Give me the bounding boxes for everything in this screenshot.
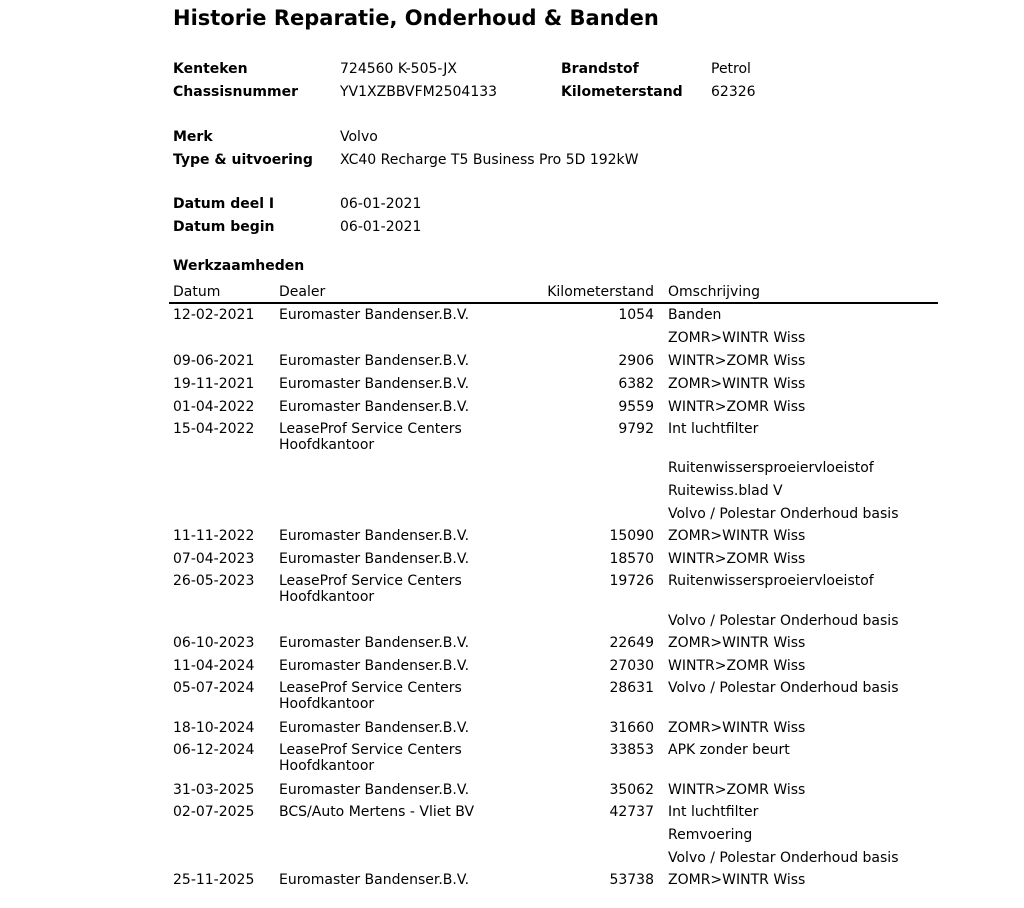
column-header-dealer: Dealer	[279, 284, 326, 300]
row-date: 25-11-2025	[173, 872, 255, 888]
row-date: 19-11-2021	[173, 376, 255, 392]
row-date: 18-10-2024	[173, 720, 255, 736]
row-kilometerstand: 22649	[609, 635, 654, 651]
row-date: 05-07-2024	[173, 680, 255, 696]
row-date: 26-05-2023	[173, 573, 255, 589]
datum-deel-label: Datum deel I	[173, 196, 275, 212]
row-date: 01-04-2022	[173, 399, 255, 415]
row-omschrijving: Volvo / Polestar Onderhoud basis	[668, 506, 899, 522]
row-dealer: Euromaster Bandenser.B.V.	[279, 658, 470, 674]
row-kilometerstand: 42737	[609, 804, 654, 820]
row-date: 12-02-2021	[173, 307, 255, 323]
row-omschrijving: WINTR>ZOMR Wiss	[668, 353, 806, 369]
row-dealer: LeaseProf Service Centers	[279, 742, 462, 758]
row-omschrijving: Volvo / Polestar Onderhoud basis	[668, 613, 899, 629]
row-date: 11-11-2022	[173, 528, 255, 544]
row-kilometerstand: 9559	[618, 399, 654, 415]
row-dealer: LeaseProf Service Centers	[279, 421, 462, 437]
brandstof-value: Petrol	[711, 61, 751, 77]
row-kilometerstand: 9792	[618, 421, 654, 437]
column-header-kilometerstand: Kilometerstand	[547, 284, 654, 300]
row-omschrijving: Banden	[668, 307, 722, 323]
werkzaamheden-heading: Werkzaamheden	[173, 258, 305, 274]
row-kilometerstand: 2906	[618, 353, 654, 369]
row-dealer: Euromaster Bandenser.B.V.	[279, 782, 470, 798]
row-omschrijving: WINTR>ZOMR Wiss	[668, 658, 806, 674]
row-dealer: Euromaster Bandenser.B.V.	[279, 720, 470, 736]
row-date: 06-12-2024	[173, 742, 255, 758]
row-kilometerstand: 6382	[618, 376, 654, 392]
row-dealer-line2: Hoofdkantoor	[279, 437, 375, 453]
merk-label: Merk	[173, 129, 213, 145]
row-dealer-line2: Hoofdkantoor	[279, 696, 375, 712]
row-omschrijving: Volvo / Polestar Onderhoud basis	[668, 680, 899, 696]
kilometerstand-label: Kilometerstand	[561, 84, 683, 100]
row-omschrijving: WINTR>ZOMR Wiss	[668, 399, 806, 415]
row-dealer: LeaseProf Service Centers	[279, 680, 462, 696]
chassis-value: YV1XZBBVFM2504133	[340, 84, 498, 100]
row-omschrijving: Remvoering	[668, 827, 753, 843]
row-omschrijving: ZOMR>WINTR Wiss	[668, 528, 806, 544]
row-date: 09-06-2021	[173, 353, 255, 369]
row-dealer: Euromaster Bandenser.B.V.	[279, 635, 470, 651]
kilometerstand-value: 62326	[711, 84, 756, 100]
row-omschrijving: ZOMR>WINTR Wiss	[668, 376, 806, 392]
row-date: 07-04-2023	[173, 551, 255, 567]
row-omschrijving: Ruitewiss.blad V	[668, 483, 783, 499]
row-omschrijving: Volvo / Polestar Onderhoud basis	[668, 850, 899, 866]
row-kilometerstand: 19726	[609, 573, 654, 589]
page-title: Historie Reparatie, Onderhoud & Banden	[173, 6, 659, 30]
row-date: 15-04-2022	[173, 421, 255, 437]
type-value: XC40 Recharge T5 Business Pro 5D 192kW	[340, 152, 639, 168]
row-dealer: Euromaster Bandenser.B.V.	[279, 353, 470, 369]
row-dealer: Euromaster Bandenser.B.V.	[279, 376, 470, 392]
row-kilometerstand: 27030	[609, 658, 654, 674]
row-kilometerstand: 33853	[609, 742, 654, 758]
brandstof-label: Brandstof	[561, 61, 639, 77]
kenteken-label: Kenteken	[173, 61, 248, 77]
row-omschrijving: Ruitenwissersproeiervloeistof	[668, 460, 874, 476]
datum-deel-value: 06-01-2021	[340, 196, 422, 212]
row-kilometerstand: 28631	[609, 680, 654, 696]
row-omschrijving: ZOMR>WINTR Wiss	[668, 720, 806, 736]
row-date: 11-04-2024	[173, 658, 255, 674]
row-kilometerstand: 1054	[618, 307, 654, 323]
row-date: 02-07-2025	[173, 804, 255, 820]
row-dealer: LeaseProf Service Centers	[279, 573, 462, 589]
row-omschrijving: ZOMR>WINTR Wiss	[668, 330, 806, 346]
row-omschrijving: Int luchtfilter	[668, 421, 759, 437]
row-omschrijving: Ruitenwissersproeiervloeistof	[668, 573, 874, 589]
row-omschrijving: Int luchtfilter	[668, 804, 759, 820]
column-header-omschrijving: Omschrijving	[668, 284, 760, 300]
merk-value: Volvo	[340, 129, 378, 145]
row-dealer: Euromaster Bandenser.B.V.	[279, 307, 470, 323]
row-omschrijving: APK zonder beurt	[668, 742, 790, 758]
row-omschrijving: ZOMR>WINTR Wiss	[668, 635, 806, 651]
row-date: 31-03-2025	[173, 782, 255, 798]
row-dealer: Euromaster Bandenser.B.V.	[279, 872, 470, 888]
chassis-label: Chassisnummer	[173, 84, 298, 100]
row-omschrijving: ZOMR>WINTR Wiss	[668, 872, 806, 888]
datum-begin-value: 06-01-2021	[340, 219, 422, 235]
column-header-datum: Datum	[173, 284, 221, 300]
row-omschrijving: WINTR>ZOMR Wiss	[668, 782, 806, 798]
row-omschrijving: WINTR>ZOMR Wiss	[668, 551, 806, 567]
table-header-rule	[169, 302, 938, 304]
type-label: Type & uitvoering	[173, 152, 313, 168]
row-dealer: Euromaster Bandenser.B.V.	[279, 399, 470, 415]
row-dealer-line2: Hoofdkantoor	[279, 589, 375, 605]
row-kilometerstand: 31660	[609, 720, 654, 736]
row-dealer-line2: Hoofdkantoor	[279, 758, 375, 774]
kenteken-value: 724560 K-505-JX	[340, 61, 457, 77]
row-kilometerstand: 53738	[609, 872, 654, 888]
row-kilometerstand: 35062	[609, 782, 654, 798]
row-dealer: Euromaster Bandenser.B.V.	[279, 528, 470, 544]
row-kilometerstand: 18570	[609, 551, 654, 567]
row-dealer: Euromaster Bandenser.B.V.	[279, 551, 470, 567]
datum-begin-label: Datum begin	[173, 219, 275, 235]
row-dealer: BCS/Auto Mertens - Vliet BV	[279, 804, 475, 820]
row-date: 06-10-2023	[173, 635, 255, 651]
row-kilometerstand: 15090	[609, 528, 654, 544]
